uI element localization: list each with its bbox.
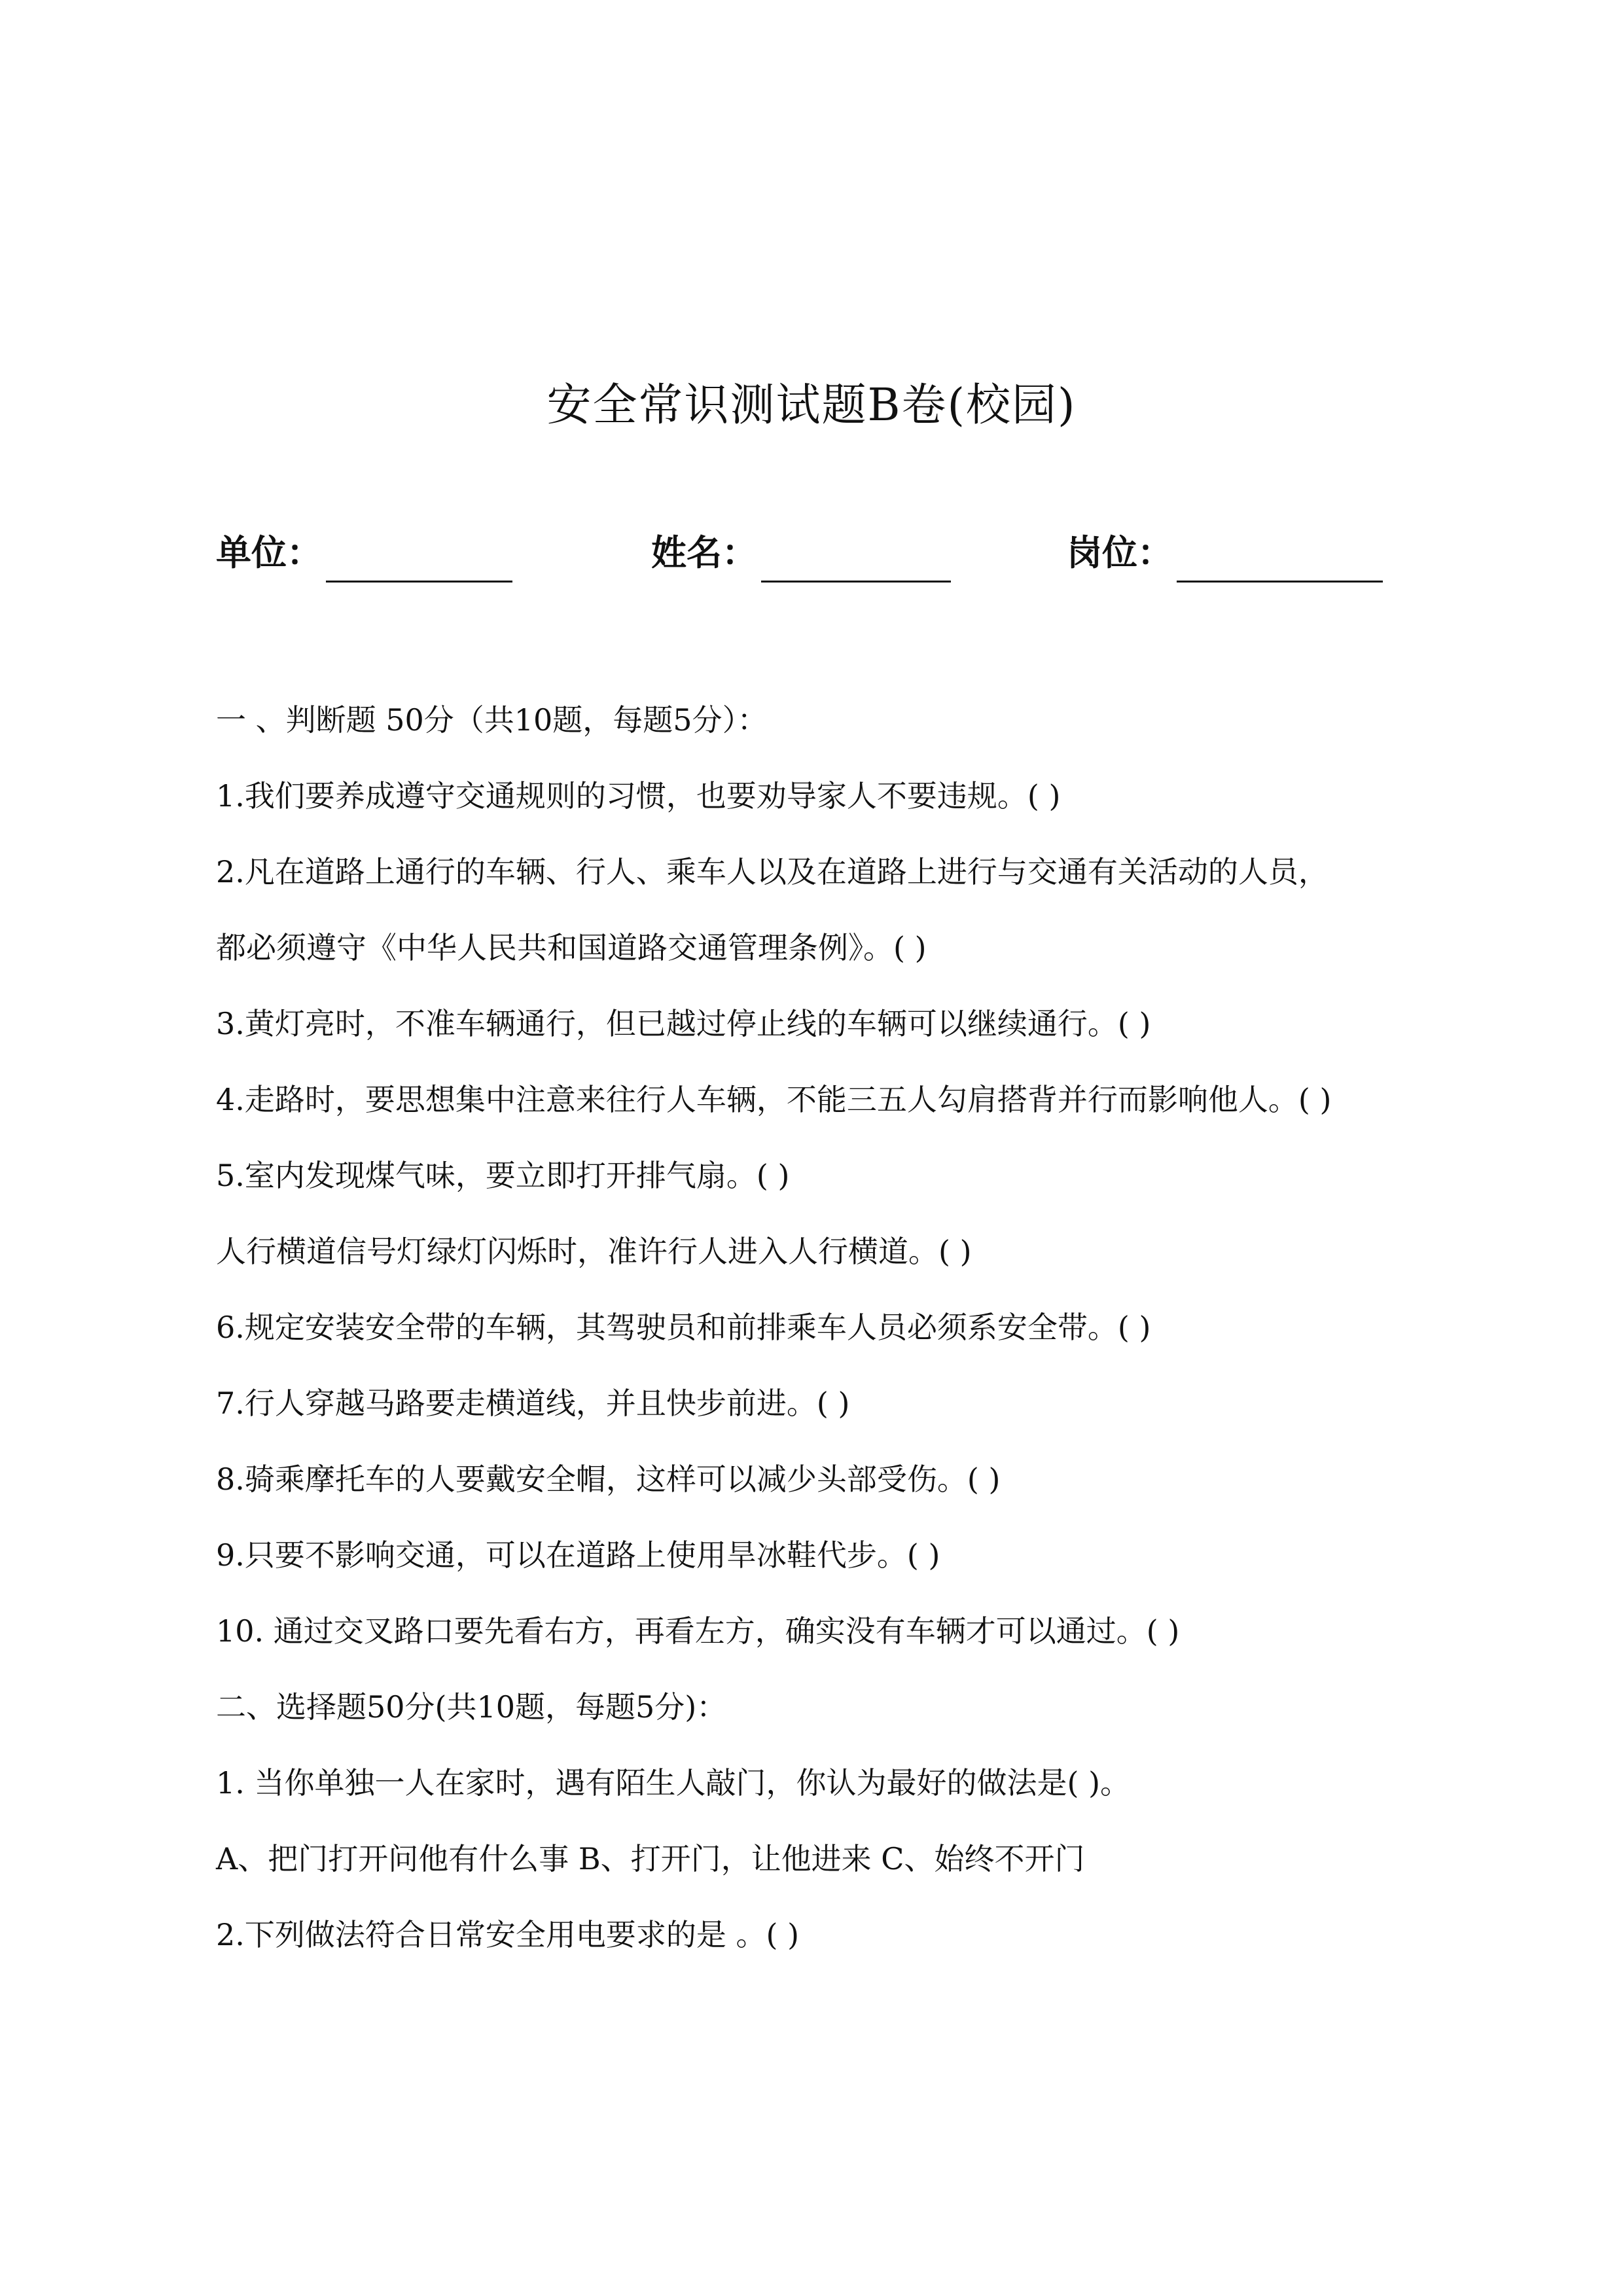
question-line: 6.规定安装安全带的车辆，其驾驶员和前排乘车人员必须系安全带。( )	[216, 1310, 1151, 1345]
position-label: 岗位：	[1067, 532, 1173, 573]
question-line: 3.黄灯亮时，不准车辆通行，但已越过停止线的车辆可以继续通行。( )	[216, 1006, 1151, 1041]
section2-heading: 二、选择题50分(共10题，每题5分)：	[216, 1689, 727, 1725]
question-line: 5.室内发现煤气味，要立即打开排气扇。( )	[216, 1158, 790, 1193]
question-line: 2.凡在道路上通行的车辆、行人、乘车人以及在道路上进行与交通有关活动的人员，	[216, 854, 1329, 889]
info-fields	[216, 524, 1459, 583]
exam-content	[216, 694, 1459, 1984]
position-field	[1067, 524, 1383, 583]
unit-field	[216, 524, 512, 583]
question-line: 1.我们要养成遵守交通规则的习惯，也要劝导家人不要违规。( )	[216, 778, 1061, 814]
question-line: 8.骑乘摩托车的人要戴安全帽，这样可以减少头部受伤。( )	[216, 1462, 1001, 1497]
option-line: A、把门打开问他有什么事 B、打开门，让他进来 C、始终不开门	[216, 1841, 1085, 1876]
question-line: 2.下列做法符合日常安全用电要求的是 。( )	[216, 1917, 800, 1952]
question-line: 都必须遵守《中华人民共和国道路交通管理条例》。( )	[216, 930, 927, 965]
question-line: 9.只要不影响交通，可以在道路上使用旱冰鞋代步。( )	[216, 1537, 940, 1573]
question-line: 人行横道信号灯绿灯闪烁时，准许行人进入人行横道。( )	[216, 1234, 972, 1269]
name-label: 姓名：	[651, 532, 757, 573]
question-line: 4.走路时，要思想集中注意来往行人车辆，不能三五人勾肩搭背并行而影响他人。( )	[216, 1082, 1332, 1117]
name-blank-line[interactable]	[761, 541, 951, 583]
section1-heading: 一 、判断题 50分（共10题，每题5分）：	[216, 702, 768, 738]
name-field	[651, 524, 951, 583]
unit-label: 单位：	[216, 532, 322, 573]
page-title: 安全常识测试题B卷(校园)	[546, 380, 1077, 431]
question-line: 7.行人穿越马路要走横道线，并且快步前进。( )	[216, 1386, 850, 1421]
position-blank-line[interactable]	[1177, 541, 1383, 583]
question-line: 1. 当你单独一人在家时，遇有陌生人敲门，你认为最好的做法是( )。	[216, 1765, 1131, 1801]
unit-blank-line[interactable]	[326, 541, 512, 583]
question-line: 10. 通过交叉路口要先看右方，再看左方，确实没有车辆才可以通过。( )	[216, 1613, 1180, 1649]
